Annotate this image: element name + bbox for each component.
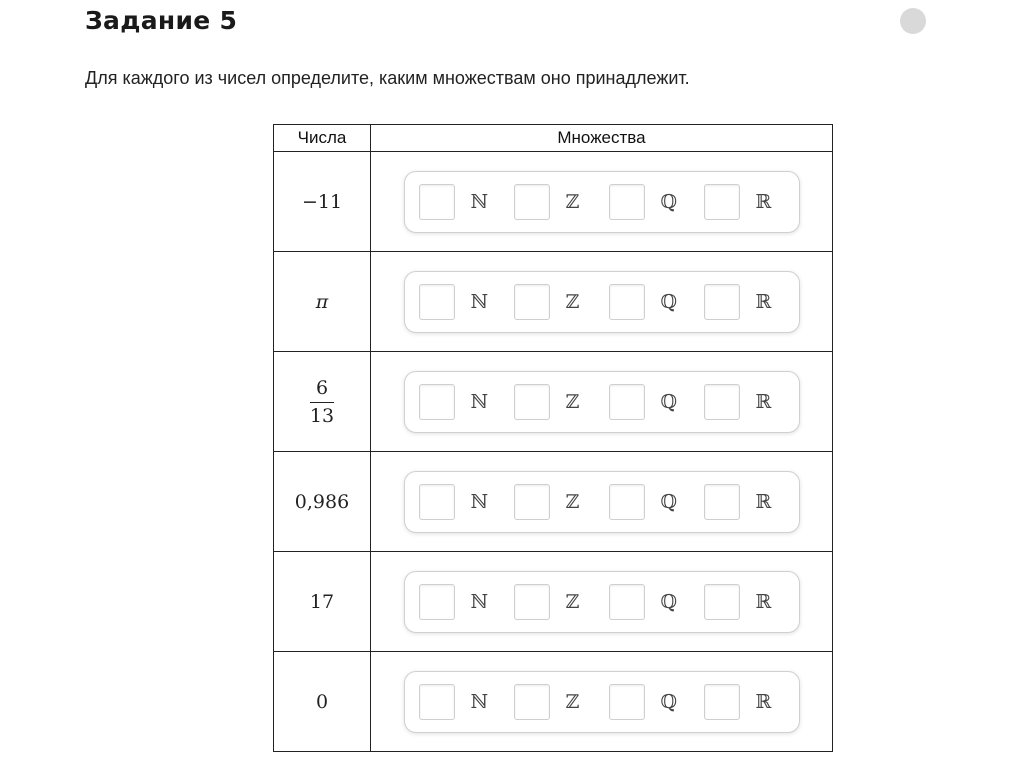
set-label-integer: ℤ <box>565 390 580 413</box>
set-label-real: ℝ <box>755 190 772 213</box>
number-value: 17 <box>309 590 335 613</box>
checkbox-integer[interactable] <box>514 284 550 320</box>
checkbox-natural[interactable] <box>419 384 455 420</box>
table-row <box>274 652 833 752</box>
set-label-rational: ℚ <box>660 290 678 313</box>
set-label-integer: ℤ <box>565 490 580 513</box>
set-label-natural: ℕ <box>470 190 488 213</box>
checkbox-rational[interactable] <box>609 284 645 320</box>
set-label-real: ℝ <box>755 690 772 713</box>
set-label-real: ℝ <box>755 590 772 613</box>
checkbox-rational[interactable] <box>609 484 645 520</box>
checkbox-real[interactable] <box>704 184 740 220</box>
sets-cell <box>371 152 833 252</box>
checkbox-natural[interactable] <box>419 484 455 520</box>
fraction-bar <box>310 402 334 403</box>
set-label-rational: ℚ <box>660 690 678 713</box>
number-value: π <box>315 290 329 313</box>
sets-cell <box>371 352 833 452</box>
checkbox-integer[interactable] <box>514 384 550 420</box>
set-label-real: ℝ <box>755 490 772 513</box>
checkbox-rational[interactable] <box>609 384 645 420</box>
fraction-denominator: 13 <box>309 404 335 427</box>
set-options-group <box>404 471 800 533</box>
checkbox-integer[interactable] <box>514 584 550 620</box>
checkbox-natural[interactable] <box>419 184 455 220</box>
number-value: 0 <box>315 690 329 713</box>
checkbox-real[interactable] <box>704 384 740 420</box>
checkbox-rational[interactable] <box>609 684 645 720</box>
checkbox-real[interactable] <box>704 684 740 720</box>
set-label-real: ℝ <box>755 390 772 413</box>
table-header-row <box>274 125 833 152</box>
number-cell <box>274 452 371 552</box>
checkbox-integer[interactable] <box>514 184 550 220</box>
checkbox-natural[interactable] <box>419 284 455 320</box>
set-label-integer: ℤ <box>565 190 580 213</box>
fraction-numerator: 6 <box>315 376 329 399</box>
sets-cell <box>371 452 833 552</box>
number-cell <box>274 652 371 752</box>
set-label-natural: ℕ <box>470 490 488 513</box>
column-header-sets: Множества <box>371 125 833 152</box>
set-label-real: ℝ <box>755 290 772 313</box>
set-label-rational: ℚ <box>660 390 678 413</box>
set-label-natural: ℕ <box>470 690 488 713</box>
set-label-rational: ℚ <box>660 490 678 513</box>
fraction <box>310 378 334 427</box>
set-label-rational: ℚ <box>660 190 678 213</box>
set-label-integer: ℤ <box>565 590 580 613</box>
column-header-numbers: Числа <box>274 125 371 152</box>
checkbox-integer[interactable] <box>514 484 550 520</box>
checkbox-integer[interactable] <box>514 684 550 720</box>
sets-table <box>273 124 833 752</box>
sets-cell <box>371 252 833 352</box>
status-dot-icon <box>900 8 926 34</box>
set-label-integer: ℤ <box>565 290 580 313</box>
table-row <box>274 552 833 652</box>
set-options-group <box>404 271 800 333</box>
checkbox-real[interactable] <box>704 484 740 520</box>
set-options-group <box>404 671 800 733</box>
page-title: Задание 5 <box>85 6 238 35</box>
sets-cell <box>371 652 833 752</box>
checkbox-natural[interactable] <box>419 684 455 720</box>
table-row <box>274 452 833 552</box>
set-options-group <box>404 371 800 433</box>
task-instruction: Для каждого из чисел определите, каким множествам оно принадлежит. <box>85 68 690 88</box>
set-label-natural: ℕ <box>470 590 488 613</box>
checkbox-rational[interactable] <box>609 184 645 220</box>
number-cell <box>274 252 371 352</box>
sets-cell <box>371 552 833 652</box>
number-value: −11 <box>301 190 343 213</box>
checkbox-natural[interactable] <box>419 584 455 620</box>
checkbox-real[interactable] <box>704 584 740 620</box>
checkbox-rational[interactable] <box>609 584 645 620</box>
set-label-natural: ℕ <box>470 390 488 413</box>
set-label-natural: ℕ <box>470 290 488 313</box>
table-row <box>274 352 833 452</box>
number-cell <box>274 552 371 652</box>
set-options-group <box>404 171 800 233</box>
number-cell <box>274 152 371 252</box>
set-label-rational: ℚ <box>660 590 678 613</box>
set-options-group <box>404 571 800 633</box>
table-row <box>274 252 833 352</box>
table-row <box>274 152 833 252</box>
set-label-integer: ℤ <box>565 690 580 713</box>
checkbox-real[interactable] <box>704 284 740 320</box>
number-cell <box>274 352 371 452</box>
number-value: 0,986 <box>294 490 350 513</box>
